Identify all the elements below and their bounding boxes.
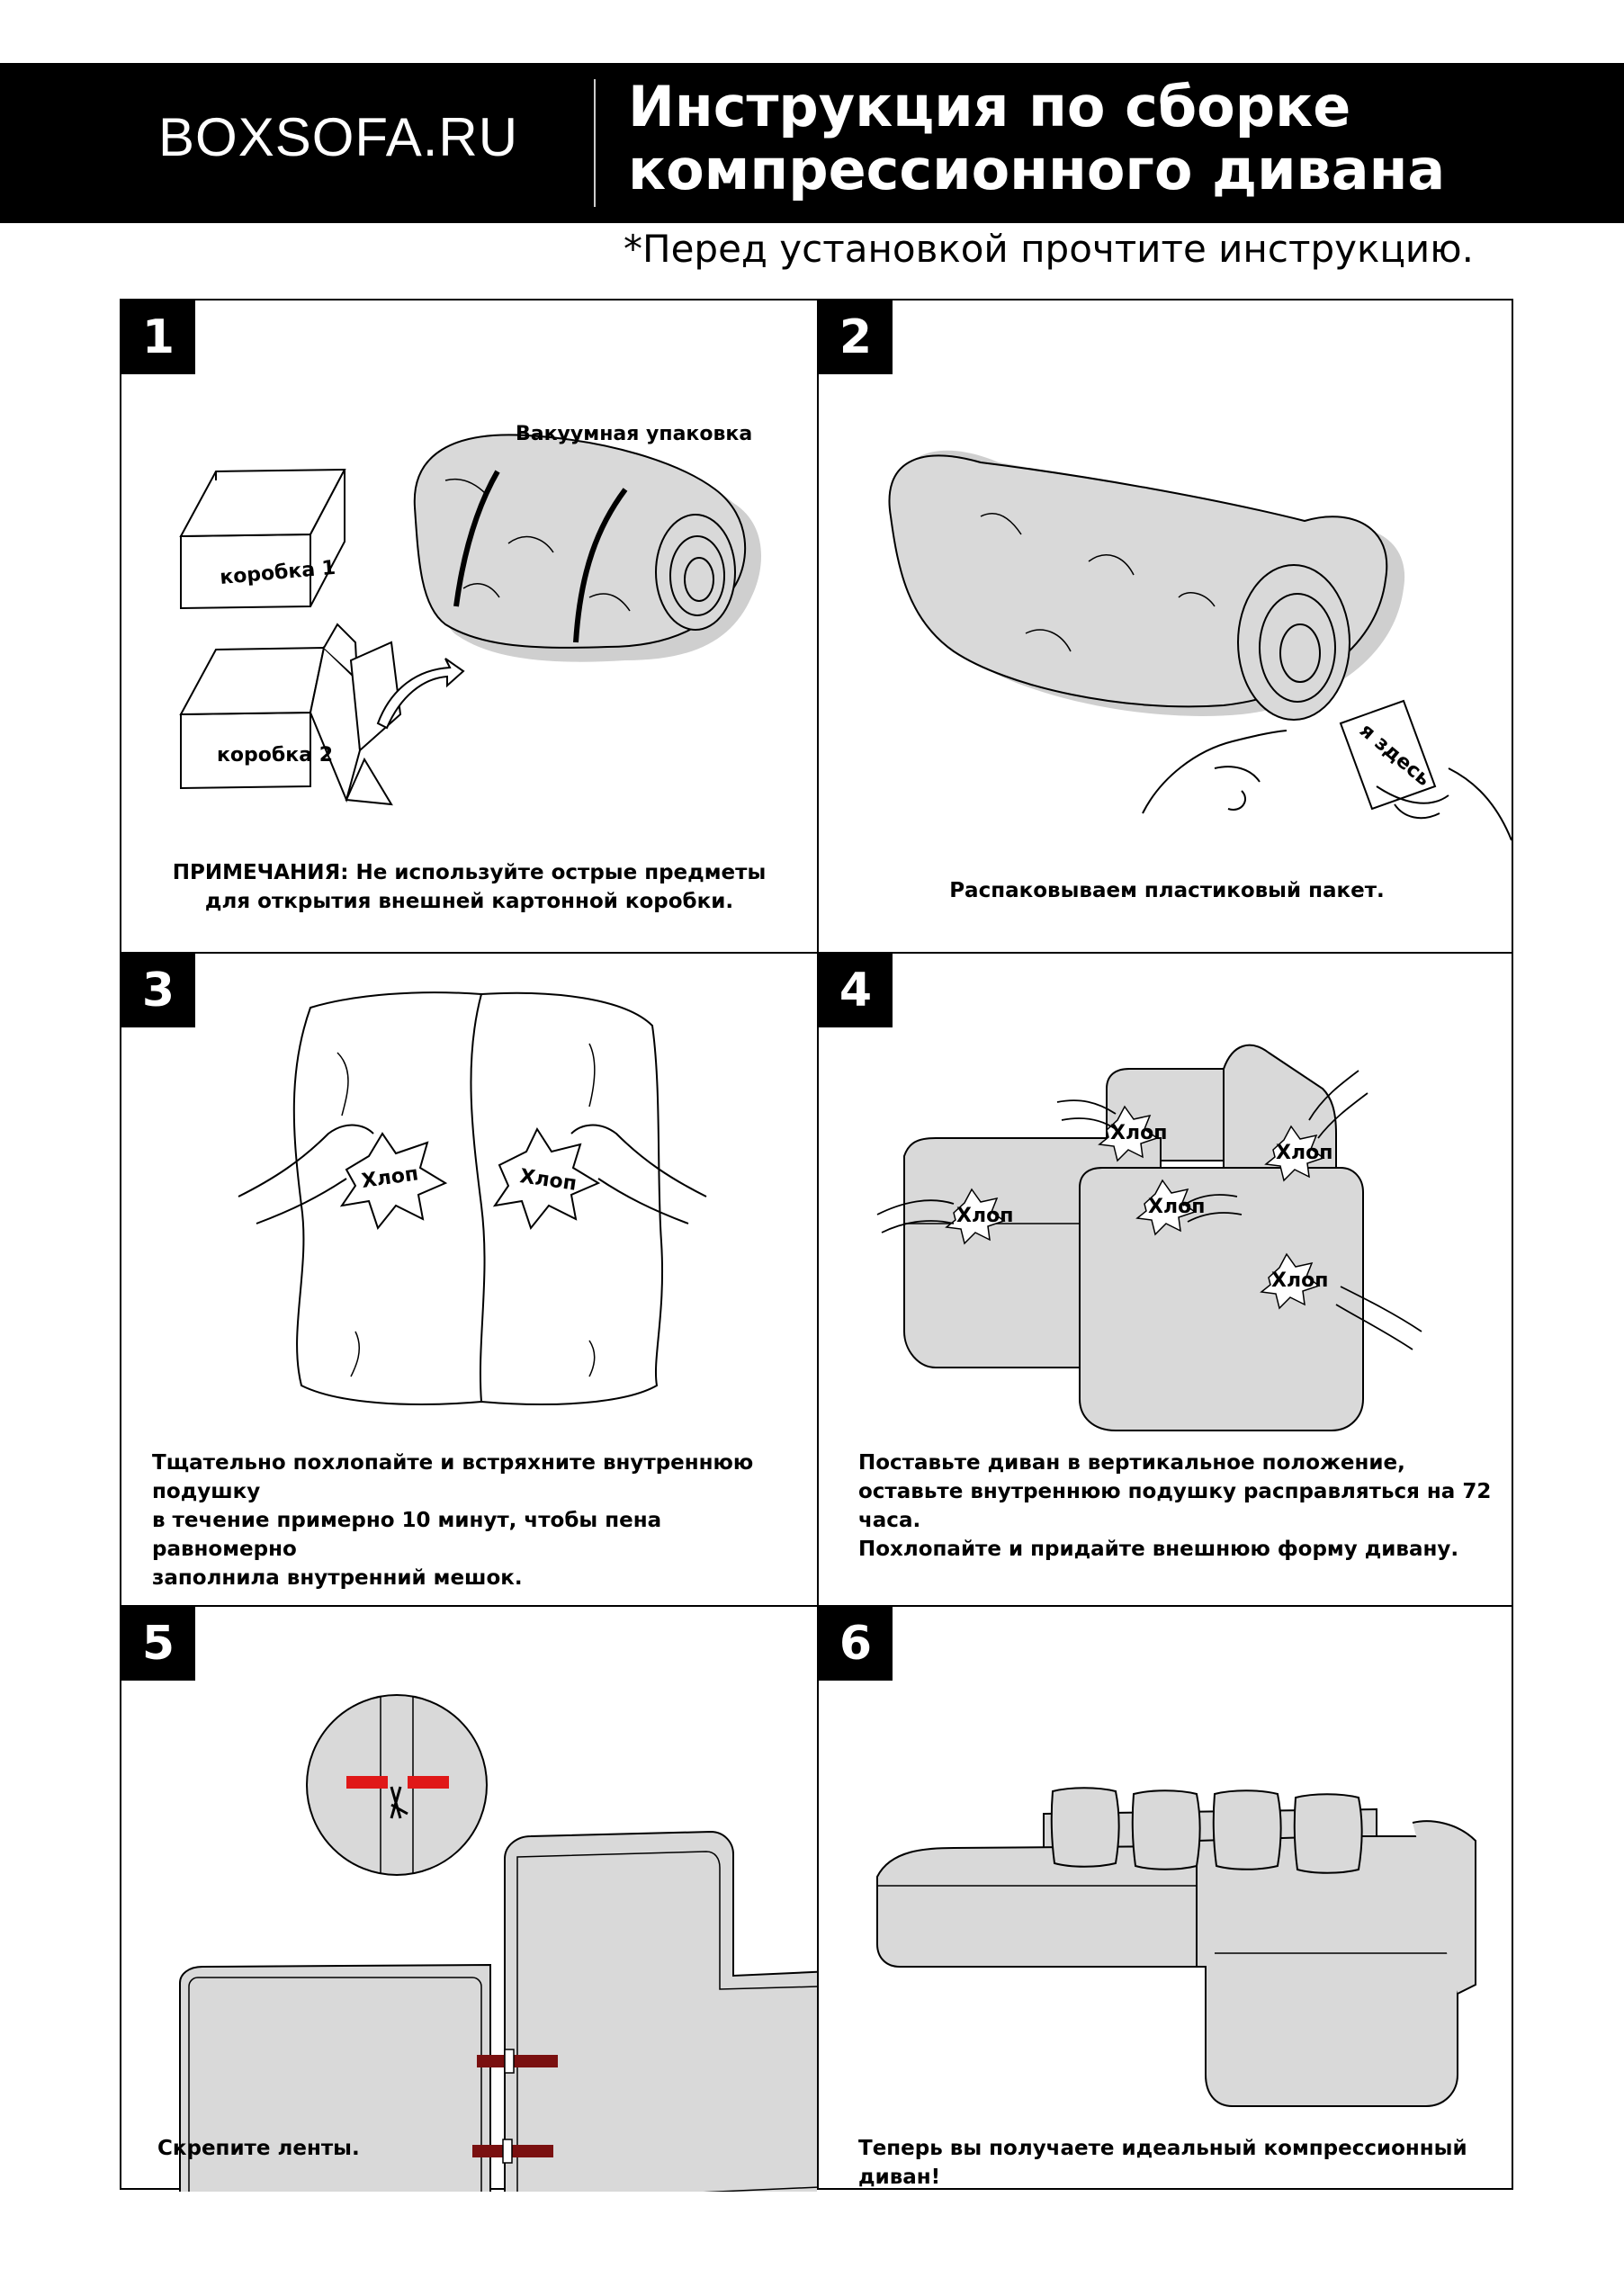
header-divider — [594, 79, 596, 207]
step-3-panel — [121, 954, 817, 1605]
box-2-label: коробка 2 — [217, 744, 334, 767]
header-bar — [0, 63, 1624, 223]
title-line-1: Инструкция по сборке — [628, 74, 1351, 139]
step-1-number: 1 — [121, 300, 195, 374]
step-2-illustration — [819, 300, 1515, 952]
step-6-number: 6 — [819, 1607, 893, 1681]
step-4-number: 4 — [819, 954, 893, 1027]
pat-label-3: Хлоп — [956, 1205, 1014, 1227]
pillow-icon-3 — [1214, 1790, 1281, 1870]
box-1-label: коробка 1 — [219, 556, 337, 589]
step-5-illustration — [121, 1607, 817, 2192]
step-6-panel — [819, 1607, 1515, 2192]
pillow-icon-4 — [1295, 1794, 1362, 1873]
sofa-right-module-icon — [1080, 1168, 1363, 1430]
step-3-number: 3 — [121, 954, 195, 1027]
card-label: я здесь — [1355, 719, 1435, 792]
step-1-caption — [121, 858, 817, 916]
step-4-caption — [858, 1448, 1506, 1564]
step-2-caption: Распаковываем пластиковый пакет. — [949, 879, 1385, 902]
title-line-2: компрессионного дивана — [628, 137, 1446, 202]
vacuum-roll-icon — [889, 451, 1404, 720]
step-3-caption-line-3: заполнила внутренний мешок. — [152, 1566, 523, 1590]
step-4-caption-line-2: оставьте внутреннюю подушку расправляться на 72 часа. — [858, 1480, 1492, 1532]
pat-label-right: Хлоп — [518, 1165, 579, 1196]
zoom-detail-icon — [307, 1695, 487, 1875]
pillow-icon-2 — [1133, 1790, 1200, 1870]
step-5-caption: Скрепите ленты. — [157, 2137, 360, 2160]
step-4-panel — [819, 954, 1515, 1605]
step-1-illustration — [121, 300, 817, 952]
step-6-caption: Теперь вы получаете идеальный компрессионный диван! — [858, 2137, 1467, 2189]
page-subtitle: *Перед установкой прочтите инструкцию. — [624, 227, 1474, 271]
instructions-grid — [120, 299, 1513, 2190]
pat-label-1: Хлоп — [1110, 1122, 1168, 1144]
step-3-caption-line-2: в течение примерно 10 минут, чтобы пена равномерно — [152, 1509, 662, 1561]
step-1-caption-line-1: ПРИМЕЧАНИЯ: Не используйте острые предметы — [172, 861, 767, 884]
step-4-caption-line-3: Похлопайте и придайте внешнюю форму дивану. — [858, 1538, 1459, 1561]
step-6-illustration — [819, 1607, 1515, 2192]
step-3-caption-line-1: Тщательно похлопайте и встряхните внутреннюю подушку — [152, 1451, 754, 1503]
step-5-panel — [121, 1607, 817, 2192]
pat-label-5: Хлоп — [1271, 1269, 1329, 1292]
step-1-caption-line-2: для открытия внешней картонной коробки. — [204, 890, 734, 913]
step-1-panel — [121, 300, 817, 952]
pat-label-2: Хлоп — [1276, 1142, 1333, 1164]
hand-left-icon — [1143, 731, 1287, 813]
pat-label-left: Хлоп — [360, 1162, 420, 1193]
box-1-icon — [181, 470, 345, 608]
step-2-number: 2 — [819, 300, 893, 374]
pillow-icon-1 — [1052, 1788, 1119, 1867]
step-3-caption — [152, 1448, 800, 1592]
vacuum-label: Вакуумная упаковка — [516, 423, 753, 445]
step-4-caption-line-1: Поставьте диван в вертикальное положение, — [858, 1451, 1405, 1475]
step-5-number: 5 — [121, 1607, 195, 1681]
page-title — [628, 76, 1445, 202]
box-2-icon — [181, 624, 400, 804]
brand-logo: BOXSOFA.RU — [158, 107, 519, 167]
step-2-panel — [819, 300, 1515, 952]
pat-label-4: Хлоп — [1148, 1196, 1206, 1218]
vacuum-roll-icon — [415, 434, 761, 662]
